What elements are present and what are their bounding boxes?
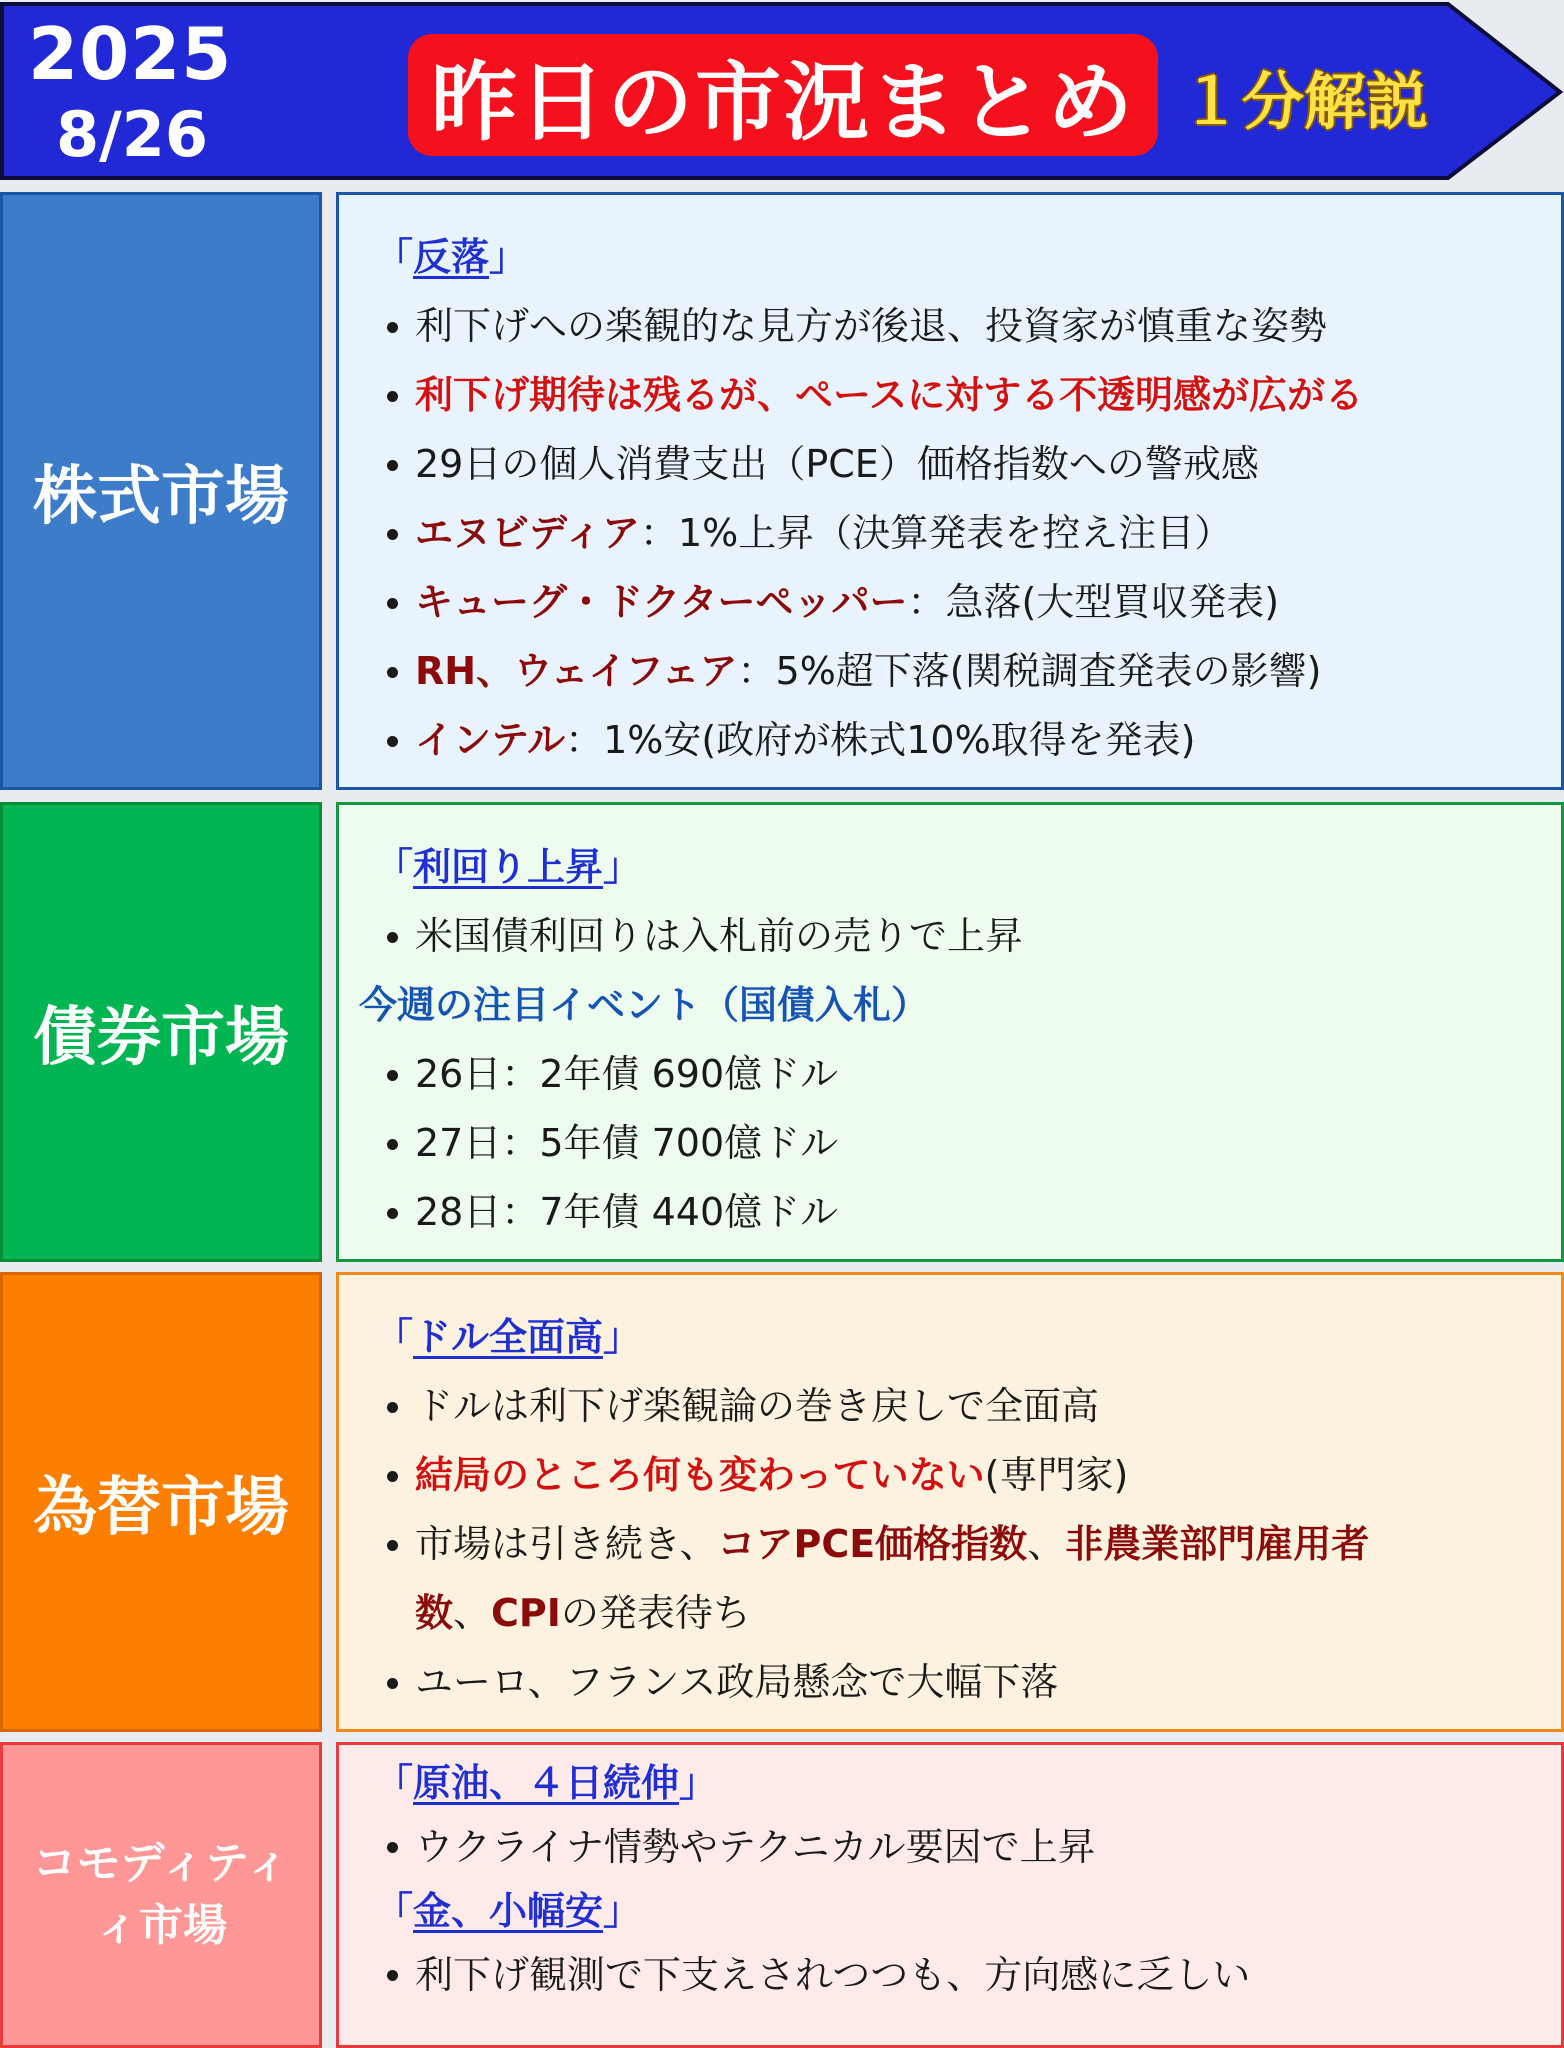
item-text: 、 bbox=[453, 1591, 492, 1635]
fx-market-content bbox=[336, 1272, 1564, 1732]
list-item bbox=[359, 1178, 1537, 1247]
item-text: 28日：7年債 440億ドル bbox=[415, 1190, 839, 1234]
stock-market-section bbox=[0, 192, 1564, 790]
item-text: ：急落(大型買収発表) bbox=[907, 580, 1280, 624]
header-banner bbox=[0, 0, 1564, 182]
indicator-name: 数 bbox=[415, 1591, 454, 1635]
company-name: エヌビディア bbox=[415, 511, 640, 555]
list-item bbox=[359, 1648, 1537, 1717]
stock-market-content bbox=[336, 192, 1564, 790]
item-text: ：1%上昇（決算発表を控え注目） bbox=[639, 511, 1233, 555]
bond-market-section bbox=[0, 802, 1564, 1262]
fx-heading: 「ドル全面高」 bbox=[375, 1315, 642, 1359]
item-text: 米国債利回りは入札前の売りで上昇 bbox=[415, 914, 1024, 958]
item-text: (専門家) bbox=[984, 1453, 1129, 1497]
gold-heading-text: 金、小幅安 bbox=[413, 1889, 604, 1933]
indicator-name: コアPCE価格指数 bbox=[717, 1522, 1028, 1566]
list-item bbox=[359, 499, 1537, 568]
item-highlight: 結局のところ何も変わっていない bbox=[415, 1453, 985, 1497]
item-text: 利下げへの楽観的な見方が後退、投資家が慎重な姿勢 bbox=[415, 304, 1328, 348]
company-name: キューグ・ドクターペッパー bbox=[415, 580, 908, 624]
item-text: の発表待ち bbox=[560, 1591, 751, 1635]
stock-heading-text: 反落 bbox=[413, 235, 490, 279]
item-text: 利下げ期待は残るが、ペースに対する不透明感が広がる bbox=[415, 373, 1364, 417]
list-item bbox=[359, 568, 1537, 637]
page-title: 昨日の市況まとめ bbox=[408, 34, 1158, 156]
commodity-market-section bbox=[0, 1742, 1564, 2048]
stock-heading: 「反落」 bbox=[375, 235, 528, 279]
fx-heading-text: ドル全面高 bbox=[413, 1315, 604, 1359]
list-item bbox=[359, 430, 1537, 499]
list-item bbox=[359, 292, 1537, 361]
item-text: ：1%安(政府が株式10%取得を発表) bbox=[565, 718, 1196, 762]
gold-heading: 「金、小幅安」 bbox=[375, 1889, 642, 1933]
list-item bbox=[359, 637, 1537, 706]
commodity-label-line1: コモディティ bbox=[32, 1838, 290, 1889]
fx-market-section bbox=[0, 1272, 1564, 1732]
list-item bbox=[359, 1510, 1537, 1579]
commodity-market-content bbox=[336, 1742, 1564, 2048]
list-item bbox=[359, 1040, 1537, 1109]
list-item bbox=[359, 361, 1537, 430]
commodity-market-label bbox=[0, 1742, 322, 2048]
oil-heading-text: 原油、４日続伸 bbox=[413, 1761, 680, 1805]
list-item bbox=[359, 1441, 1537, 1510]
item-text: ：5%超下落(関税調査発表の影響) bbox=[737, 649, 1322, 693]
bond-market-content bbox=[336, 802, 1564, 1262]
fx-market-label: 為替市場 bbox=[0, 1272, 322, 1732]
bond-market-label: 債券市場 bbox=[0, 802, 322, 1262]
indicator-name: 非農業部門雇用者 bbox=[1065, 1522, 1370, 1566]
item-text: ドルは利下げ楽観論の巻き戻しで全面高 bbox=[415, 1384, 1100, 1428]
item-text: ユーロ、フランス政局懸念で大幅下落 bbox=[415, 1660, 1059, 1704]
year-label: 2025 bbox=[28, 12, 233, 96]
item-text: 利下げ観測で下支えされつつも、方向感に乏しい bbox=[415, 1953, 1251, 1997]
item-text: 26日：2年債 690億ドル bbox=[415, 1052, 839, 1096]
bond-heading-text: 利回り上昇 bbox=[413, 845, 604, 889]
oil-heading: 「原油、４日続伸」 bbox=[375, 1761, 718, 1805]
list-item-continuation bbox=[359, 1579, 1537, 1648]
list-item bbox=[359, 1815, 1537, 1879]
list-item bbox=[359, 1109, 1537, 1178]
page-subtitle: １分解説 bbox=[1180, 65, 1429, 138]
date-label: 8/26 bbox=[56, 98, 209, 171]
indicator-name: CPI bbox=[491, 1591, 561, 1635]
item-text: 27日：5年債 700億ドル bbox=[415, 1121, 839, 1165]
list-item bbox=[359, 1372, 1537, 1441]
stock-market-label: 株式市場 bbox=[0, 192, 322, 790]
item-text: 市場は引き続き、 bbox=[415, 1522, 718, 1566]
commodity-label-line2: ィ市場 bbox=[95, 1900, 227, 1951]
list-item bbox=[359, 1943, 1537, 2007]
bond-heading: 「利回り上昇」 bbox=[375, 845, 642, 889]
list-item bbox=[359, 902, 1537, 971]
bond-events-title: 今週の注目イベント（国債入札） bbox=[359, 983, 930, 1027]
item-text: ウクライナ情勢やテクニカル要因で上昇 bbox=[415, 1825, 1096, 1869]
company-name: インテル bbox=[415, 718, 566, 762]
item-text: 29日の個人消費支出（PCE）価格指数への警戒感 bbox=[415, 442, 1259, 486]
list-item bbox=[359, 706, 1537, 775]
item-text: 、 bbox=[1027, 1522, 1066, 1566]
company-name: RH、ウェイフェア bbox=[415, 649, 738, 693]
